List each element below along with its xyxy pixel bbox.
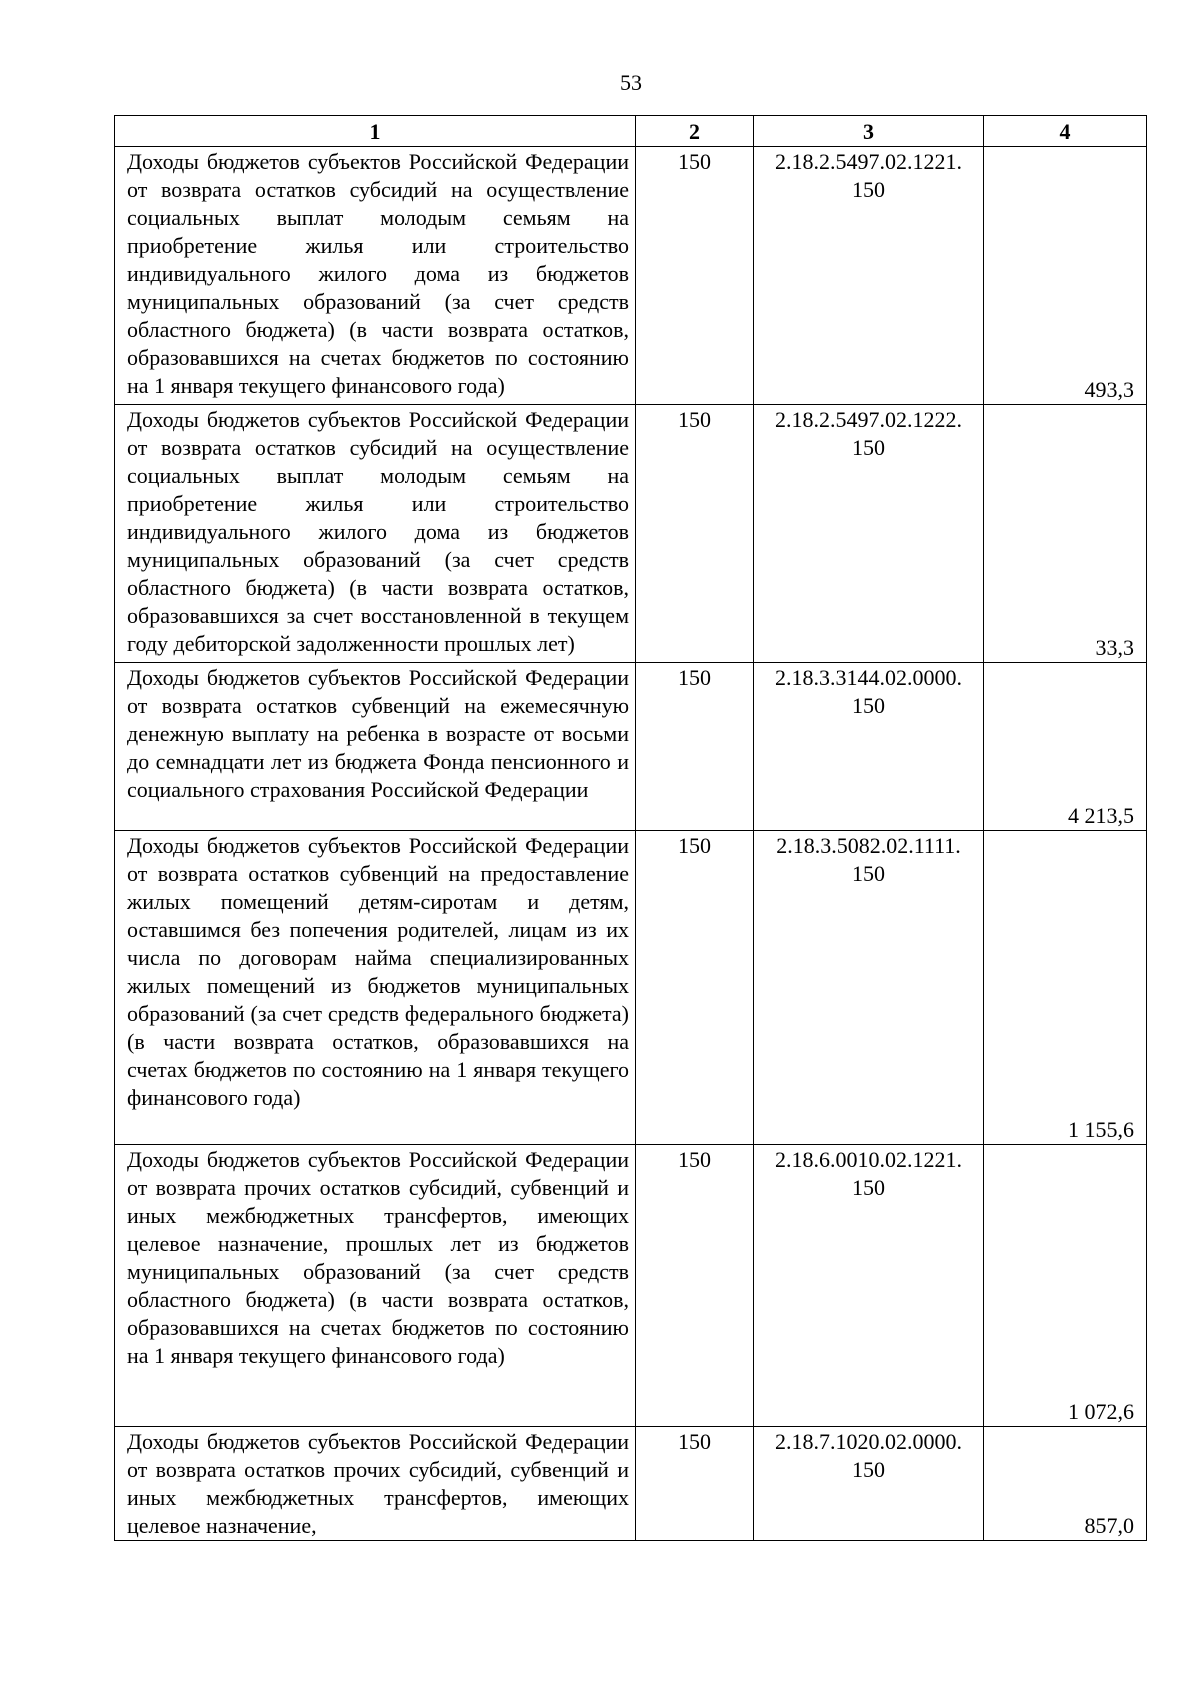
amount: 33,3 bbox=[984, 405, 1147, 663]
revenue-description: Доходы бюджетов субъектов Российской Федерации от возврата остатков субвенций на предоставление жилых помещений детям-сиротам и детям, оставшимся без попечения родителей, лицам из их числа по договорам найма специализированных жилых помещений из бюджетов муниципальных образований (за счет средств федерального бюджета) (в части возврата остатков, образовавшихся на счетах бюджетов по состоянию на 1 января текущего финансового года) bbox=[115, 831, 636, 1145]
admin-code: 150 bbox=[636, 831, 754, 1145]
table-row bbox=[115, 405, 1147, 663]
classification-code-part-2: 150 bbox=[852, 1175, 885, 1200]
admin-code: 150 bbox=[636, 663, 754, 831]
classification-code-part-2: 150 bbox=[852, 1457, 885, 1482]
table-row bbox=[115, 1427, 1147, 1541]
budget-revenue-table bbox=[114, 115, 1147, 1541]
amount: 857,0 bbox=[984, 1427, 1147, 1541]
page-number: 53 bbox=[620, 70, 642, 95]
classification-code bbox=[754, 1427, 984, 1541]
classification-code-part-1: 2.18.6.0010.02.1221. bbox=[775, 1147, 962, 1172]
admin-code: 150 bbox=[636, 1427, 754, 1541]
classification-code-part-1: 2.18.7.1020.02.0000. bbox=[775, 1429, 962, 1454]
classification-code-part-1: 2.18.3.5082.02.1111. bbox=[776, 833, 961, 858]
classification-code-part-2: 150 bbox=[852, 177, 885, 202]
table-row bbox=[115, 1145, 1147, 1427]
classification-code bbox=[754, 147, 984, 405]
amount: 1 155,6 bbox=[984, 831, 1147, 1145]
column-header-4: 4 bbox=[984, 116, 1147, 147]
revenue-description: Доходы бюджетов субъектов Российской Федерации от возврата остатков прочих субсидий, субвенций и иных межбюджетных трансфертов, имеющих целевое назначение, bbox=[115, 1427, 636, 1541]
admin-code: 150 bbox=[636, 405, 754, 663]
amount: 1 072,6 bbox=[984, 1145, 1147, 1427]
classification-code-part-1: 2.18.3.3144.02.0000. bbox=[775, 665, 962, 690]
table-header-row bbox=[115, 116, 1147, 147]
admin-code: 150 bbox=[636, 1145, 754, 1427]
column-header-3: 3 bbox=[754, 116, 984, 147]
column-header-1: 1 bbox=[115, 116, 636, 147]
revenue-description: Доходы бюджетов субъектов Российской Федерации от возврата остатков субвенций на ежемесячную денежную выплату на ребенка в возрасте от восьми до семнадцати лет из бюджета Фонда пенсионного и социального страхования Российской Федерации bbox=[115, 663, 636, 831]
revenue-description: Доходы бюджетов субъектов Российской Федерации от возврата остатков субсидий на осуществление социальных выплат молодым семьям на приобретение жилья или строительство индивидуального жилого дома из бюджетов муниципальных образований (за счет средств областного бюджета) (в части возврата остатков, образовавшихся за счет восстановленной в текущем году дебиторской задолженности прошлых лет) bbox=[115, 405, 636, 663]
table-row bbox=[115, 147, 1147, 405]
classification-code bbox=[754, 831, 984, 1145]
classification-code-part-1: 2.18.2.5497.02.1222. bbox=[775, 407, 962, 432]
table-row bbox=[115, 831, 1147, 1145]
admin-code: 150 bbox=[636, 147, 754, 405]
classification-code-part-2: 150 bbox=[852, 435, 885, 460]
classification-code-part-1: 2.18.2.5497.02.1221. bbox=[775, 149, 962, 174]
revenue-description: Доходы бюджетов субъектов Российской Федерации от возврата остатков субсидий на осуществление социальных выплат молодым семьям на приобретение жилья или строительство индивидуального жилого дома из бюджетов муниципальных образований (за счет средств областного бюджета) (в части возврата остатков, образовавшихся на счетах бюджетов по состоянию на 1 января текущего финансового года) bbox=[115, 147, 636, 405]
amount: 493,3 bbox=[984, 147, 1147, 405]
column-header-2: 2 bbox=[636, 116, 754, 147]
amount: 4 213,5 bbox=[984, 663, 1147, 831]
classification-code-part-2: 150 bbox=[852, 693, 885, 718]
classification-code bbox=[754, 1145, 984, 1427]
classification-code bbox=[754, 405, 984, 663]
revenue-description: Доходы бюджетов субъектов Российской Федерации от возврата прочих остатков субсидий, субвенций и иных межбюджетных трансфертов, имеющих целевое назначение, прошлых лет из бюджетов муниципальных образований (за счет средств областного бюджета) (в части возврата остатков, образовавшихся на счетах бюджетов по состоянию на 1 января текущего финансового года) bbox=[115, 1145, 636, 1427]
table-row bbox=[115, 663, 1147, 831]
classification-code-part-2: 150 bbox=[852, 861, 885, 886]
classification-code bbox=[754, 663, 984, 831]
